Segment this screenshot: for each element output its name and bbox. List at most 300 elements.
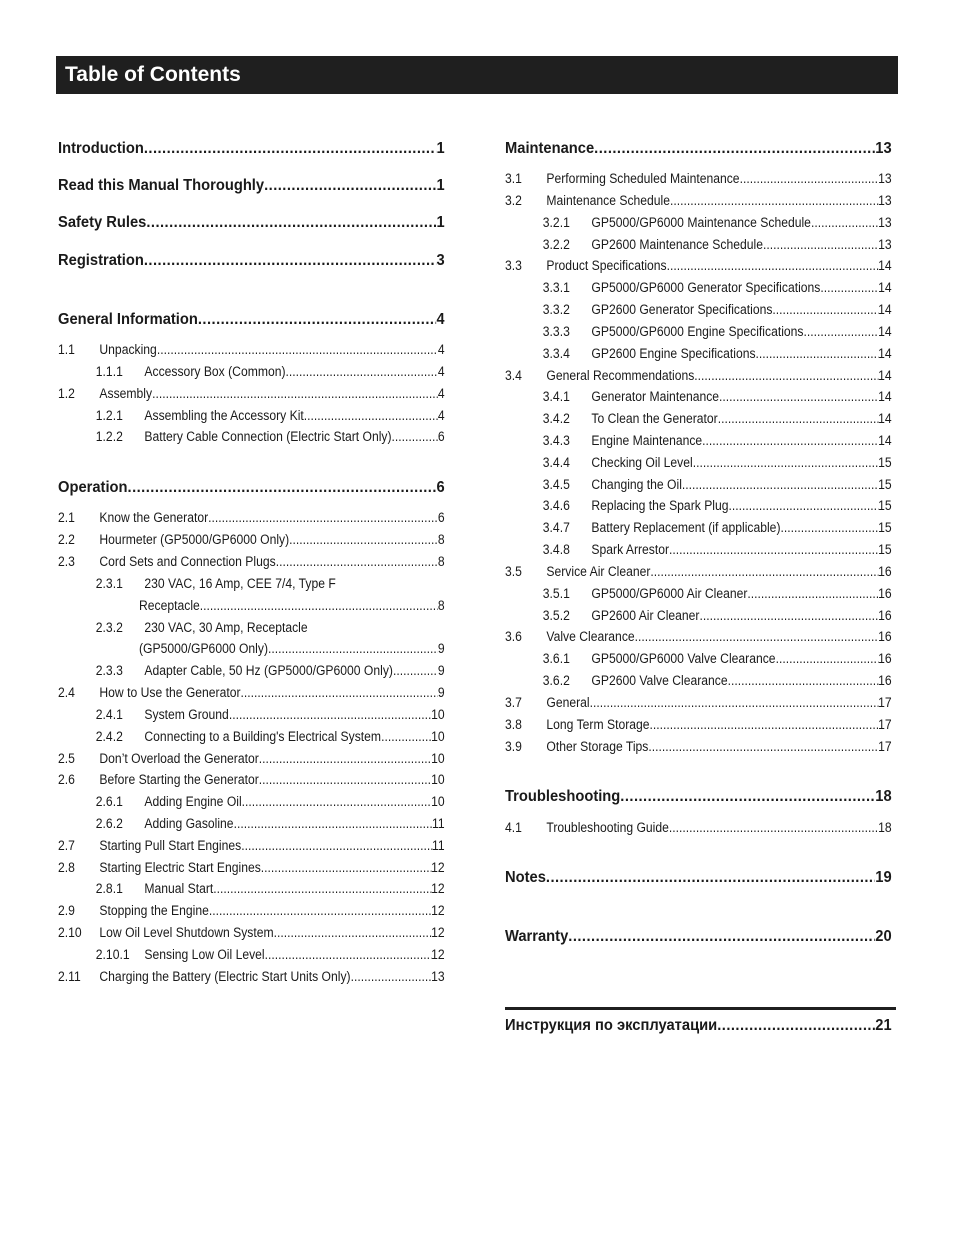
toc-page-number: 6	[437, 510, 445, 525]
toc-section-entry[interactable]	[58, 479, 445, 497]
toc-subsection-entry[interactable]	[58, 947, 445, 962]
toc-subsection-entry[interactable]	[505, 498, 892, 513]
toc-entry-title: How to Use the Generator	[99, 685, 241, 700]
toc-page-number: 10	[431, 772, 445, 787]
toc-entry-number: 2.9	[58, 903, 75, 918]
toc-dot-leader	[289, 532, 438, 547]
toc-dot-leader	[648, 739, 878, 754]
toc-page-number: 17	[878, 695, 892, 710]
section-divider	[505, 1007, 896, 1010]
toc-dot-leader	[620, 788, 875, 806]
toc-subsection-entry[interactable]	[505, 717, 892, 732]
toc-entry-number: 2.3	[58, 554, 75, 569]
toc-page-number: 12	[431, 881, 445, 896]
toc-page-number: 6	[437, 429, 445, 444]
toc-page-number: 14	[878, 324, 892, 339]
toc-entry-title: GP2600 Air Cleaner	[591, 608, 700, 623]
toc-page-number: 16	[878, 673, 892, 688]
toc-entry-title: (GP5000/GP6000 Only)	[139, 641, 268, 656]
toc-entry-title: General	[546, 695, 590, 710]
toc-subsection-entry[interactable]	[505, 586, 892, 601]
toc-dot-leader	[669, 820, 878, 835]
toc-page-number: 14	[878, 258, 892, 273]
toc-entry-title: To Clean the Generator	[591, 411, 718, 426]
toc-entry-title: GP2600 Maintenance Schedule	[591, 237, 763, 252]
toc-entry-number: 2.4	[58, 685, 75, 700]
toc-subsection-entry[interactable]	[58, 532, 445, 547]
toc-dot-leader	[392, 429, 438, 444]
toc-page-number: 4	[436, 311, 445, 328]
toc-page-number: 17	[878, 717, 892, 732]
toc-page-number: 17	[878, 739, 892, 754]
toc-page-number: 1	[436, 214, 445, 231]
toc-entry-title: Manual Start	[144, 881, 214, 896]
toc-page-number: 3	[436, 252, 445, 269]
toc-dot-leader	[772, 302, 878, 317]
toc-subsection-entry[interactable]	[58, 342, 445, 357]
toc-entry-title: Generator Maintenance	[591, 389, 720, 404]
toc-page-number: 6	[436, 479, 445, 496]
toc-page-number: 4	[437, 342, 445, 357]
toc-entry-title: GP5000/GP6000 Engine Specifications	[591, 324, 804, 339]
toc-section-entry[interactable]	[58, 252, 445, 270]
toc-entry-title: Charging the Battery (Electric Start Units Only)	[99, 969, 351, 984]
toc-page-number: 13	[878, 215, 892, 230]
toc-entry-title: Know the Generator	[99, 510, 209, 525]
toc-entry-title: Unpacking	[99, 342, 157, 357]
toc-entry-number: 2.5	[58, 751, 75, 766]
toc-page-number: 4	[437, 386, 445, 401]
toc-entry-title: Read this Manual Thoroughly	[58, 177, 265, 194]
toc-page-number: 1	[436, 177, 445, 194]
toc-page-number: 16	[878, 564, 892, 579]
toc-page-number: 15	[878, 455, 892, 470]
toc-subsection-entry[interactable]	[505, 193, 892, 208]
toc-entry-title: Starting Pull Start Engines	[99, 838, 242, 853]
toc-entry-number: 3.4.2	[542, 411, 570, 426]
toc-entry-number: 4.1	[505, 820, 522, 835]
toc-subsection-entry[interactable]	[505, 346, 892, 361]
toc-entry-title: Service Air Cleaner	[546, 564, 651, 579]
toc-subsection-entry[interactable]	[58, 429, 445, 444]
toc-entry-title: Adding Engine Oil	[144, 794, 242, 809]
toc-entry-number: 2.4.2	[95, 729, 123, 744]
toc-entry-title: Receptacle	[139, 598, 200, 613]
toc-subsection-entry[interactable]	[505, 608, 892, 623]
toc-entry-number: 3.4	[505, 368, 522, 383]
toc-entry-title: 230 VAC, 30 Amp, Receptacle	[144, 620, 308, 635]
toc-dot-leader	[209, 903, 431, 918]
toc-entry-number: 2.10	[58, 925, 82, 940]
toc-page-number: 9	[437, 685, 445, 700]
toc-page-number: 19	[875, 869, 892, 886]
toc-page-number: 12	[431, 947, 445, 962]
toc-entry-title: Assembling the Accessory Kit	[144, 408, 304, 423]
toc-subsection-entry[interactable]	[58, 408, 445, 423]
toc-subsection-entry[interactable]	[505, 258, 892, 273]
toc-entry-title: Checking Oil Level	[591, 455, 693, 470]
toc-page-number: 14	[878, 280, 892, 295]
toc-subsection-entry[interactable]	[505, 433, 892, 448]
toc-entry-title: GP2600 Engine Specifications	[591, 346, 756, 361]
toc-dot-leader	[763, 237, 878, 252]
toc-subsection-entry[interactable]	[505, 651, 892, 666]
toc-subsection-entry[interactable]	[58, 772, 445, 787]
toc-dot-leader	[568, 928, 875, 946]
toc-dot-leader	[157, 342, 438, 357]
toc-page-number: 13	[878, 237, 892, 252]
toc-entry-number: 2.2	[58, 532, 75, 547]
toc-page-number: 10	[431, 707, 445, 722]
toc-dot-leader	[268, 641, 438, 656]
toc-page-number: 13	[875, 140, 892, 157]
toc-subsection-entry[interactable]	[505, 673, 892, 688]
toc-subsection-entry[interactable]	[505, 171, 892, 186]
toc-entry-title: Stopping the Engine	[99, 903, 209, 918]
toc-subsection-entry[interactable]	[58, 685, 445, 700]
toc-page-number: 4	[437, 408, 445, 423]
toc-entry-title: Registration	[58, 252, 144, 269]
toc-dot-leader	[820, 280, 878, 295]
toc-entry-title: Performing Scheduled Maintenance	[546, 171, 740, 186]
toc-entry-number: 3.7	[505, 695, 522, 710]
toc-page-number: 20	[875, 928, 892, 945]
toc-entry-title: Adapter Cable, 50 Hz (GP5000/GP6000 Only)	[144, 663, 393, 678]
toc-subsection-entry[interactable]	[58, 816, 445, 831]
toc-dot-leader	[242, 794, 431, 809]
toc-page-number: 14	[878, 368, 892, 383]
toc-entry-number: 3.4.5	[542, 477, 570, 492]
toc-entry-number: 3.4.4	[542, 455, 570, 470]
toc-page-number: 16	[878, 608, 892, 623]
toc-dot-leader	[128, 479, 437, 497]
toc-dot-leader	[152, 386, 438, 401]
toc-subsection-entry[interactable]	[58, 969, 445, 984]
toc-entry-number: 2.7	[58, 838, 75, 853]
toc-entry-title: GP5000/GP6000 Generator Specifications	[591, 280, 821, 295]
toc-entry-title: Engine Maintenance	[591, 433, 703, 448]
toc-dot-leader	[776, 651, 879, 666]
toc-subsection-entry[interactable]	[58, 838, 445, 853]
toc-entry-number: 3.6.1	[542, 651, 570, 666]
toc-entry-title: Before Starting the Generator	[99, 772, 259, 787]
toc-entry-title: Sensing Low Oil Level	[144, 947, 265, 962]
toc-entry-title: Troubleshooting	[505, 788, 621, 805]
toc-entry-title: Long Term Storage	[546, 717, 650, 732]
toc-entry-number: 3.6	[505, 629, 522, 644]
toc-subsection-entry[interactable]	[58, 620, 445, 635]
toc-entry-title: Connecting to a Building's Electrical System	[144, 729, 382, 744]
toc-dot-leader	[261, 860, 431, 875]
toc-page-number: 13	[878, 193, 892, 208]
toc-page-number: 18	[878, 820, 892, 835]
toc-dot-leader	[200, 598, 438, 613]
toc-page-number: 13	[431, 969, 445, 984]
toc-page-number: 10	[431, 729, 445, 744]
toc-entry-title: 230 VAC, 16 Amp, CEE 7/4, Type F	[144, 576, 336, 591]
toc-entry-number: 1.2.1	[95, 408, 123, 423]
toc-entry-title: Introduction	[58, 140, 144, 157]
toc-dot-leader	[702, 433, 878, 448]
toc-section-entry[interactable]	[505, 788, 892, 806]
toc-subsection-entry[interactable]	[505, 520, 892, 535]
toc-entry-title: Replacing the Spark Plug	[591, 498, 729, 513]
toc-page-number: 15	[878, 477, 892, 492]
toc-entry-title: Operation	[58, 479, 128, 496]
toc-entry-number: 3.1	[505, 171, 522, 186]
toc-entry-title: Notes	[505, 869, 546, 886]
toc-page-number: 9	[437, 641, 445, 656]
toc-page-number: 14	[878, 411, 892, 426]
toc-dot-leader	[146, 214, 436, 232]
toc-entry-number: 2.1	[58, 510, 75, 525]
toc-entry-title: Battery Replacement (if applicable)	[591, 520, 781, 535]
toc-section-entry[interactable]	[58, 214, 445, 232]
toc-subsection-entry[interactable]	[58, 663, 445, 678]
toc-entry-number: 2.8	[58, 860, 75, 875]
toc-section-entry[interactable]	[58, 177, 445, 195]
toc-subsection-entry[interactable]	[58, 903, 445, 918]
toc-subsection-entry[interactable]	[58, 794, 445, 809]
toc-entry-number: 2.4.1	[95, 707, 123, 722]
toc-title-bar	[56, 56, 898, 94]
toc-entry-number: 2.8.1	[95, 881, 123, 896]
toc-entry-number: 3.4.8	[542, 542, 570, 557]
toc-entry-number: 2.3.2	[95, 620, 123, 635]
toc-dot-leader	[351, 969, 431, 984]
toc-dot-leader	[274, 925, 431, 940]
toc-dot-leader	[276, 554, 438, 569]
toc-entry-number: 3.3.3	[542, 324, 570, 339]
toc-dot-leader	[694, 368, 878, 383]
toc-subsection-entry[interactable]	[505, 389, 892, 404]
toc-dot-leader	[259, 751, 431, 766]
toc-dot-leader	[667, 258, 878, 273]
toc-dot-leader	[719, 389, 878, 404]
toc-page-number: 16	[878, 586, 892, 601]
toc-entry-number: 2.6.1	[95, 794, 123, 809]
toc-page-number: 15	[878, 520, 892, 535]
toc-subsection-entry[interactable]	[505, 324, 892, 339]
toc-entry-number: 3.2	[505, 193, 522, 208]
toc-dot-leader	[747, 586, 878, 601]
toc-dot-leader	[213, 881, 431, 896]
toc-dot-leader	[546, 869, 875, 887]
toc-entry-title: Product Specifications	[546, 258, 667, 273]
toc-entry-number: 3.3.2	[542, 302, 570, 317]
toc-page-number: 8	[437, 554, 445, 569]
toc-page-number: 12	[431, 903, 445, 918]
toc-entry-title: Maintenance	[505, 140, 595, 157]
toc-entry-title: Spark Arrestor	[591, 542, 670, 557]
toc-entry-title: General Information	[58, 311, 198, 328]
toc-entry-title: Battery Cable Connection (Electric Start Only)	[144, 429, 392, 444]
toc-subsection-entry[interactable]	[505, 280, 892, 295]
toc-subsection-entry[interactable]	[505, 455, 892, 470]
toc-section-entry[interactable]	[58, 311, 445, 329]
toc-entry-title: Adding Gasoline	[144, 816, 234, 831]
toc-dot-leader	[670, 193, 878, 208]
toc-subsection-entry[interactable]	[505, 215, 892, 230]
toc-page-number: 15	[878, 498, 892, 513]
toc-entry-number: 2.10.1	[95, 947, 130, 962]
toc-dot-leader	[594, 140, 875, 158]
toc-dot-leader	[780, 520, 878, 535]
toc-subsection-entry[interactable]	[505, 477, 892, 492]
toc-dot-leader	[682, 477, 878, 492]
toc-page-number: 15	[878, 542, 892, 557]
toc-entry-title: Don’t Overload the Generator	[99, 751, 259, 766]
toc-dot-leader	[304, 408, 438, 423]
toc-section-entry[interactable]	[505, 869, 892, 887]
toc-dot-leader	[229, 707, 431, 722]
toc-dot-leader	[728, 673, 878, 688]
toc-entry-number: 3.2.2	[542, 237, 570, 252]
toc-entry-number: 3.4.3	[542, 433, 570, 448]
toc-page-number: 14	[878, 433, 892, 448]
toc-subsection-entry[interactable]	[505, 820, 892, 835]
toc-page-number: 1	[436, 140, 445, 157]
toc-page-number: 8	[437, 598, 445, 613]
toc-page-number: 9	[437, 663, 445, 678]
toc-entry-number: 3.3.4	[542, 346, 570, 361]
toc-subsection-entry[interactable]	[58, 925, 445, 940]
toc-page-number: 12	[431, 925, 445, 940]
toc-entry-title: GP5000/GP6000 Valve Clearance	[591, 651, 776, 666]
toc-page-number: 11	[431, 816, 445, 831]
toc-dot-leader	[144, 252, 437, 270]
toc-page-number: 12	[431, 860, 445, 875]
toc-page-number: 14	[878, 346, 892, 361]
toc-dot-leader	[208, 510, 438, 525]
toc-subsection-entry[interactable]	[58, 729, 445, 744]
toc-section-entry[interactable]	[505, 1017, 892, 1035]
toc-entry-number: 3.9	[505, 739, 522, 754]
toc-subsection-entry[interactable]	[505, 542, 892, 557]
toc-subsection-entry[interactable]	[58, 364, 445, 379]
toc-subsection-entry[interactable]	[58, 554, 445, 569]
toc-entry-number: 3.5.1	[542, 586, 570, 601]
toc-entry-title: Warranty	[505, 928, 569, 945]
toc-subsection-entry[interactable]	[58, 707, 445, 722]
toc-entry-number: 2.6	[58, 772, 75, 787]
toc-subsection-entry[interactable]	[58, 576, 445, 591]
toc-page-number: 4	[437, 364, 445, 379]
toc-subsection-entry[interactable]	[58, 860, 445, 875]
toc-entry-title: GP5000/GP6000 Maintenance Schedule	[591, 215, 811, 230]
toc-subsection-entry[interactable]	[505, 695, 892, 710]
toc-section-entry[interactable]	[505, 140, 892, 158]
toc-entry-number: 3.5.2	[542, 608, 570, 623]
toc-entry-title: Changing the Oil	[591, 477, 682, 492]
toc-dot-leader	[381, 729, 431, 744]
toc-entry-number: 3.4.6	[542, 498, 570, 513]
toc-dot-leader	[650, 564, 878, 579]
toc-entry-number: 3.8	[505, 717, 522, 732]
page-title: Table of Contents	[65, 63, 241, 86]
toc-dot-leader	[669, 542, 878, 557]
toc-subsection-entry[interactable]	[58, 641, 445, 656]
toc-subsection-entry[interactable]	[505, 629, 892, 644]
toc-subsection-entry[interactable]	[505, 411, 892, 426]
toc-subsection-entry[interactable]	[505, 739, 892, 754]
toc-entry-title: Assembly	[99, 386, 153, 401]
toc-section-entry[interactable]	[505, 928, 892, 946]
toc-entry-title: Starting Electric Start Engines	[99, 860, 261, 875]
toc-subsection-entry[interactable]	[58, 598, 445, 613]
toc-subsection-entry[interactable]	[505, 302, 892, 317]
toc-entry-title: System Ground	[144, 707, 229, 722]
toc-entry-number: 1.1	[58, 342, 75, 357]
toc-entry-number: 2.11	[58, 969, 81, 984]
toc-entry-number: 3.3	[505, 258, 522, 273]
toc-entry-title: GP2600 Generator Specifications	[591, 302, 773, 317]
toc-entry-title: General Recommendations	[546, 368, 695, 383]
toc-entry-number: 3.4.1	[542, 389, 570, 404]
toc-page-number: 14	[878, 302, 892, 317]
toc-subsection-entry[interactable]	[505, 368, 892, 383]
toc-subsection-entry[interactable]	[58, 881, 445, 896]
toc-entry-number: 3.2.1	[542, 215, 570, 230]
toc-page-number: 13	[878, 171, 892, 186]
toc-dot-leader	[259, 772, 431, 787]
toc-dot-leader	[650, 717, 879, 732]
toc-dot-leader	[198, 311, 437, 329]
toc-dot-leader	[756, 346, 879, 361]
toc-page-number: 21	[875, 1017, 892, 1034]
toc-entry-title: Hourmeter (GP5000/GP6000 Only)	[99, 532, 290, 547]
toc-entry-number: 1.2	[58, 386, 75, 401]
toc-entry-title: GP5000/GP6000 Air Cleaner	[591, 586, 748, 601]
toc-entry-title: Other Storage Tips	[546, 739, 649, 754]
toc-section-entry[interactable]	[58, 140, 445, 158]
toc-dot-leader	[740, 171, 879, 186]
toc-entry-title: Maintenance Schedule	[546, 193, 671, 208]
toc-entry-title: Low Oil Level Shutdown System	[99, 925, 274, 940]
toc-entry-title: Valve Clearance	[546, 629, 635, 644]
toc-page-number: 18	[875, 788, 892, 805]
toc-subsection-entry[interactable]	[505, 237, 892, 252]
toc-entry-title: Cord Sets and Connection Plugs	[99, 554, 276, 569]
toc-dot-leader	[393, 663, 438, 678]
toc-dot-leader	[265, 947, 431, 962]
toc-dot-leader	[241, 685, 438, 700]
toc-subsection-entry[interactable]	[58, 386, 445, 401]
toc-entry-number: 3.4.7	[542, 520, 570, 535]
toc-subsection-entry[interactable]	[58, 751, 445, 766]
toc-dot-leader	[699, 608, 878, 623]
toc-dot-leader	[264, 177, 436, 195]
toc-dot-leader	[804, 324, 879, 339]
toc-dot-leader	[729, 498, 879, 513]
toc-dot-leader	[286, 364, 438, 379]
toc-dot-leader	[144, 140, 437, 158]
toc-dot-leader	[590, 695, 878, 710]
toc-page-number: 11	[431, 838, 445, 853]
toc-subsection-entry[interactable]	[505, 564, 892, 579]
toc-dot-leader	[811, 215, 878, 230]
toc-page-number: 16	[878, 651, 892, 666]
toc-page-number: 10	[431, 794, 445, 809]
toc-dot-leader	[717, 1017, 875, 1035]
toc-entry-title: Accessory Box (Common)	[144, 364, 286, 379]
toc-page-number: 14	[878, 389, 892, 404]
toc-dot-leader	[234, 816, 432, 831]
toc-subsection-entry[interactable]	[58, 510, 445, 525]
toc-dot-leader	[241, 838, 432, 853]
toc-entry-title: Инструкция по эксплуатации	[505, 1017, 718, 1034]
toc-entry-number: 1.1.1	[95, 364, 123, 379]
